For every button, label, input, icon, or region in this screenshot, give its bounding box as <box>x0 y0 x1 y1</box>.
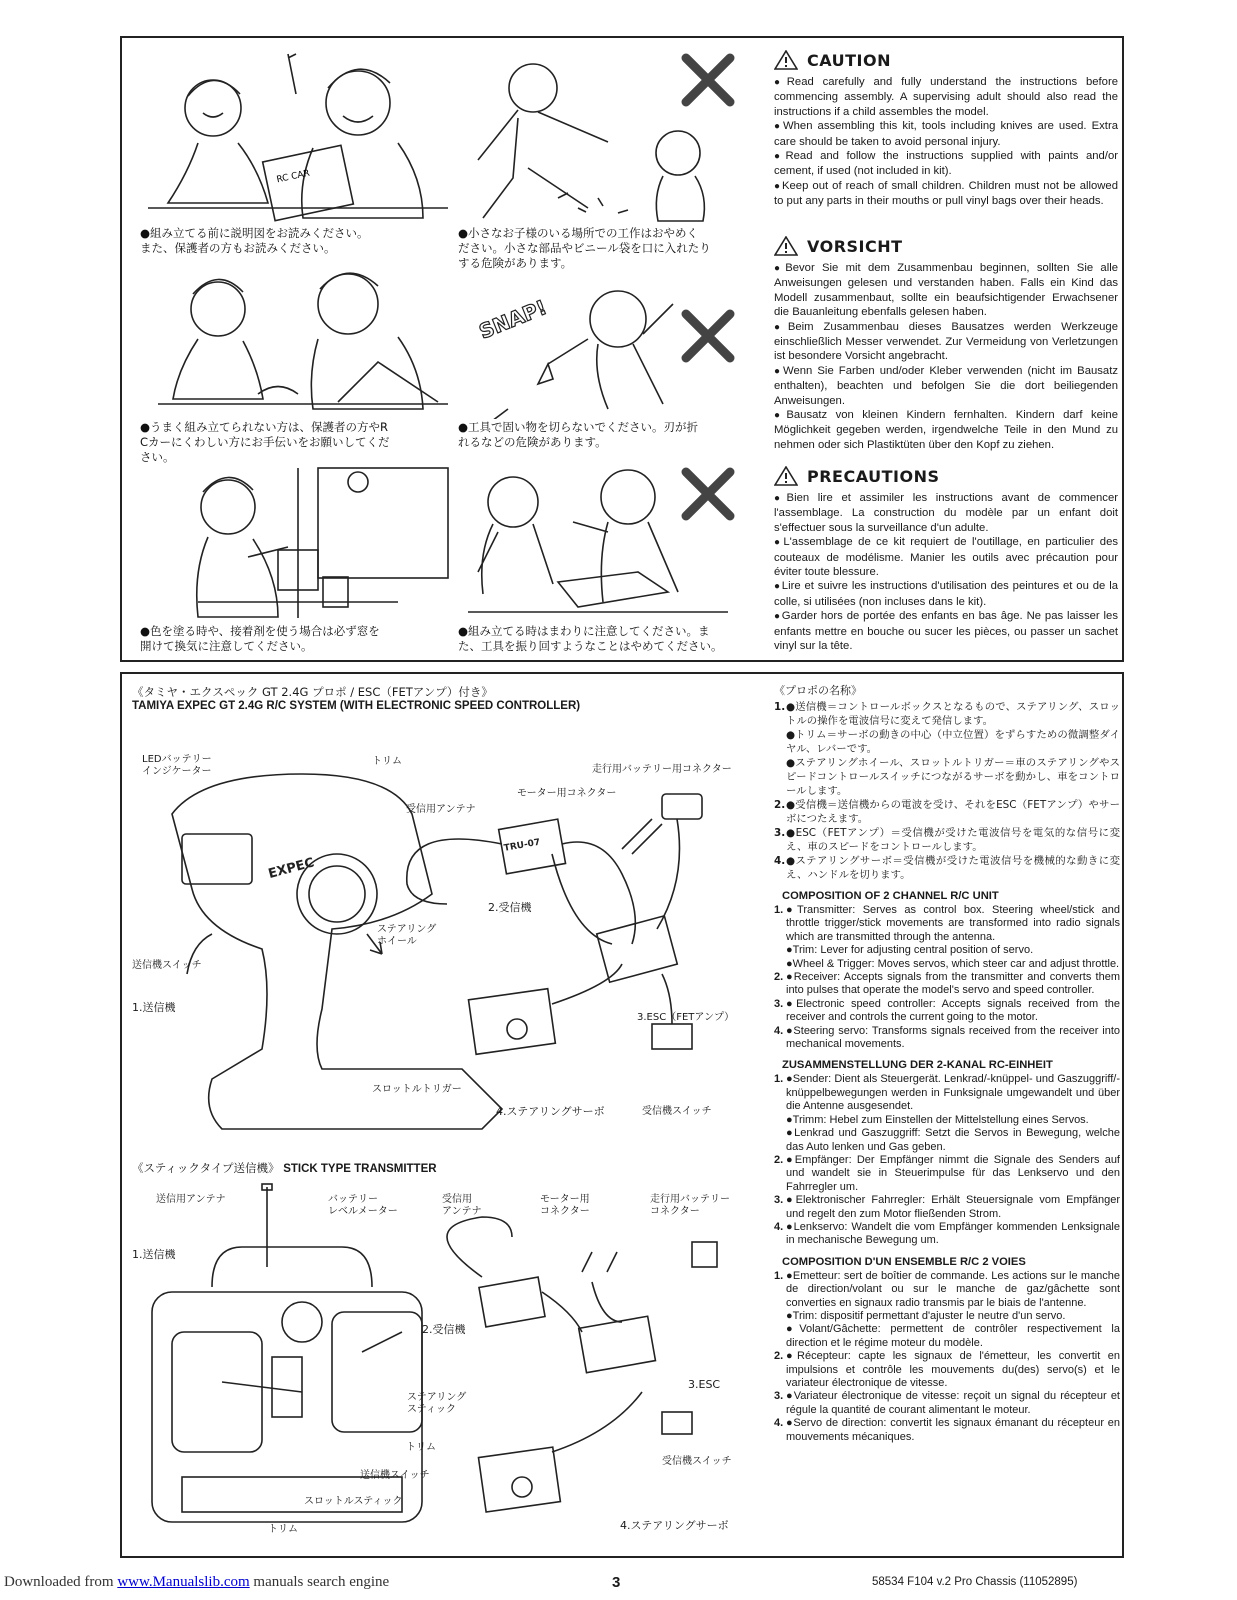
caption-painting: ●色を塗る時や、接着剤を使う場合は必ず窓を 開けて換気に注意してください。 <box>140 624 380 653</box>
item-number: 4. <box>774 1220 784 1233</box>
warning-triangle-icon <box>774 50 798 70</box>
rc-title-en: TAMIYA EXPEC GT 2.4G R/C SYSTEM (WITH ELECTRONIC SPEED CONTROLLER) <box>132 700 581 712</box>
item-body <box>786 1073 1120 1153</box>
item-number: 2. <box>774 971 784 984</box>
names-jp-list <box>774 700 1120 882</box>
item-line: ●ステアリングホイール、スロットルトリガー＝車のステアリングやスピードコントロールスイッチにつながるサーボを動かし、車をコントロールします。 <box>786 757 1120 797</box>
fr-item <box>774 1350 1120 1390</box>
label-receiver: 2.受信機 <box>488 901 532 914</box>
caution-title: CAUTION <box>807 50 891 70</box>
vorsicht-item: ● Bevor Sie mit dem Zusammenbau beginnen, sollten Sie alle Anweisungen gelesen und verstanden haben. Falls ein Kind das Modell zusammenbaut, sollte ein beaufsichtigender Erwachsener die Bauanleitung ebenfalls gelesen haben. <box>774 261 1118 320</box>
stick-title-jp <box>132 1160 437 1176</box>
footer-downloaded: Downloaded from <box>4 1574 114 1590</box>
de-title: ZUSAMMENSTELLUNG DER 2-KANAL RC-EINHEIT <box>782 1059 1053 1072</box>
label-transmitter: 1.送信機 <box>132 1001 176 1014</box>
label-throttle-stick: スロットルスティック <box>304 1496 403 1507</box>
illustration-swinging-tools <box>458 462 758 622</box>
item-body <box>786 1390 1120 1417</box>
item-body <box>786 826 1120 854</box>
caption-small-children: ●小さなお子様のいる場所での工作はおやめく ださい。小さな部品やビニール袋を口に入れたり する危険があります。 <box>458 226 711 270</box>
label-esc-2: 3.ESC <box>688 1378 721 1391</box>
item-body <box>786 1221 1120 1248</box>
item-number: 3. <box>774 1390 784 1403</box>
item-line: ●Transmitter: Serves as control box. Steering wheel/stick and throttle trigger/stick movements are transformed into radio signals which are transmitted through the antenna. <box>786 904 1120 943</box>
illustration-snap <box>458 254 758 419</box>
manualslib-link[interactable]: www.Manualslib.com <box>117 1574 250 1590</box>
item-line: ●Trim: Lever for adjusting central position of servo. <box>786 944 1034 957</box>
item-body <box>786 1417 1120 1444</box>
item-number: 3. <box>774 827 786 839</box>
item-line: ●Lenkrad und Gaszuggriff: Setzt die Servos in Bewegung, welche das Auto lenken und Gas geben. <box>786 1127 1120 1153</box>
stick-title-jp-text: 《スティックタイプ送信機》 <box>132 1161 280 1175</box>
names_jp-item <box>774 854 1120 882</box>
precautions-item: ● L'assemblage de ce kit requiert de l'outillage, en particulier des couteaux de modélisme. Manier les outils avec précaution pour éviter toute blessure. <box>774 535 1118 579</box>
label-receiver-2: 2.受信機 <box>422 1323 466 1336</box>
label-trim-3: トリム <box>268 1524 298 1535</box>
de-item <box>774 1221 1120 1248</box>
book-title: RC CAR <box>275 168 311 186</box>
en-item <box>774 971 1120 998</box>
rc-descriptions <box>774 682 1120 1444</box>
item-line: ●受信機＝送信機からの電波を受け、それをESC（FETアンプ）やサーボにつたえます。 <box>786 799 1120 825</box>
label-motor-connector-2: モーター用 コネクター <box>540 1194 590 1217</box>
item-line: ●Lenkservo: Wandelt die vom Empfänger kommenden Lenksignale in mechanische Bewegung um. <box>786 1220 1120 1247</box>
fr-item <box>774 1390 1120 1417</box>
caption-ask-help: ●うまく組み立てられない方は、保護者の方やR Cカーにくわしい方にお手伝いをお願いしてくだ さい。 <box>140 420 390 464</box>
en-item <box>774 998 1120 1025</box>
stick-title-en: STICK TYPE TRANSMITTER <box>283 1163 437 1175</box>
label-led-indicator: LEDバッテリー インジケーター <box>142 754 212 777</box>
fr-list <box>774 1270 1120 1444</box>
item-line: ●Empfänger: Der Empfänger nimmt die Signale des Senders auf und wandelt sie in Steuerimpulse für das Lenkservo und den Fahrregler um. <box>786 1153 1120 1193</box>
item-line: ●Sender: Dient als Steuergerät. Lenkrad/-knüppel- und Gaszuggriff/- knüppelbewegungen werden in Funksignale umgewandelt und über die Antenne ausgesendet. <box>786 1073 1120 1113</box>
names-jp-title: 《プロポの名称》 <box>774 684 862 697</box>
item-line: ●Trimm: Hebel zum Einstellen der Mittelstellung eines Servos. <box>786 1113 1089 1126</box>
de-item <box>774 1073 1120 1153</box>
item-number: 1. <box>774 701 786 713</box>
vorsicht-block <box>774 236 1118 452</box>
label-transmitter-2: 1.送信機 <box>132 1248 176 1261</box>
label-rx-switch: 受信機スイッチ <box>642 1106 712 1117</box>
item-body <box>786 798 1120 826</box>
item-line: ●Récepteur: capte les signaux de l'émetteur, les convertit en impulsions et contrôle les mouvements du(des) servo(s) et le variateur électronique de vitesse. <box>786 1350 1120 1389</box>
item-number: 3. <box>774 1194 784 1207</box>
label-steering-servo-2: 4.ステアリングサーボ <box>620 1519 729 1532</box>
item-line: ●Elektronischer Fahrregler: Erhält Steuersignale vom Empfänger und regelt den zum Motor fließenden Strom. <box>786 1194 1120 1220</box>
item-line: ●Steering servo: Transforms signals received from the receiver into mechanical movements. <box>786 1024 1120 1051</box>
warning-triangle-icon <box>774 236 798 256</box>
snap-text: SNAP! <box>475 295 550 344</box>
item-line: ●Servo de direction: convertit les signaux émanant du récepteur en mouvements mécaniques. <box>786 1417 1120 1443</box>
label-rx-antenna: 受信用アンテナ <box>406 804 476 815</box>
item-body <box>786 1194 1120 1221</box>
diagram-expec-system <box>122 734 762 1134</box>
precautions-heading <box>774 466 1118 486</box>
vorsicht-item: ● Bausatz von kleinen Kindern fernhalten. Kindern darf keine Möglichkeit gegeben werden, irgendwelche Teile in den Mund zu nehmen oder sich Plastiktüten über den Kopf zu ziehen. <box>774 408 1118 452</box>
item-body <box>786 1270 1120 1350</box>
item-number: 4. <box>774 1024 784 1037</box>
caution-item: ● Read carefully and fully understand the instructions before commencing assembly. A supervising adult should also read the instructions if a child assembles the model. <box>774 75 1118 119</box>
item-number: 4. <box>774 1417 784 1430</box>
de-item <box>774 1154 1120 1194</box>
item-line: ●ステアリングサーボ＝受信機が受けた電波信号を機械的な動きに変え、ハンドルを切ります。 <box>786 855 1120 881</box>
label-throttle-trigger: スロットルトリガー <box>372 1084 462 1095</box>
vorsicht-heading <box>774 236 1118 256</box>
rc-title-jp: 《タミヤ・エクスペック GT 2.4G プロポ / ESC（FETアンプ）付き》 <box>132 685 493 699</box>
caution-item: ● Keep out of reach of small children. Children must not be allowed to put any parts in their mouths or pull vinyl bags over their heads. <box>774 179 1118 209</box>
item-body <box>786 1025 1120 1052</box>
fr-item <box>774 1270 1120 1350</box>
item-body <box>786 971 1120 998</box>
label-steering-wheel: ステアリング ホイール <box>377 924 437 947</box>
illustration-reading-instructions <box>138 48 458 228</box>
precautions-item: ● Garder hors de portée des enfants en bas âge. Ne pas laisser les enfants mettre en bouche ou sucer les pièces, ou passer un sachet vinyl sur la tête. <box>774 609 1118 653</box>
names_jp-item <box>774 826 1120 854</box>
footer-tail: manuals search engine <box>249 1574 390 1590</box>
en-list <box>774 904 1120 1051</box>
precautions-title: PRECAUTIONS <box>807 466 940 486</box>
caution-item: ● Read and follow the instructions supplied with paints and/or cement, if used (not included in kit). <box>774 149 1118 179</box>
caution-block <box>774 50 1118 209</box>
safety-panel <box>120 36 1124 662</box>
caption-swinging-tools: ●組み立てる時はまわりに注意してください。ま た、工具を振り回すようなことはやめてください。 <box>458 624 723 653</box>
item-body <box>786 700 1120 798</box>
label-battery-meter: バッテリー レベルメーター <box>328 1194 398 1217</box>
fr-item <box>774 1417 1120 1444</box>
precautions-block <box>774 466 1118 653</box>
label-rx-switch-2: 受信機スイッチ <box>662 1456 732 1467</box>
label-tx-switch: 送信機スイッチ <box>132 960 202 971</box>
warning-triangle-icon <box>774 466 798 486</box>
item-number: 4. <box>774 855 786 867</box>
vorsicht-item: ● Beim Zusammenbau dieses Bausatzes werden Werkzeuge einschließlich Messer verwendet. Zur Vermeidung von Verletzungen ist besondere Vorsicht angebracht. <box>774 320 1118 364</box>
item-line: ●Trim: dispositif permettant d'ajuster le neutre d'un servo. <box>786 1309 1066 1322</box>
page-number: 3 <box>612 1574 621 1591</box>
item-line: ●送信機＝コントロールボックスとなるもので、ステアリング、スロットルの操作を電波信号に変えて発信します。 <box>786 701 1120 727</box>
caution-heading <box>774 50 1118 70</box>
rc-system-panel <box>120 672 1124 1558</box>
illustration-ask-help <box>138 254 458 419</box>
label-rx-antenna-2: 受信用 アンテナ <box>442 1194 482 1217</box>
item-body <box>786 1350 1120 1390</box>
item-line: ●Variateur électronique de vitesse: reçoit un signal du récepteur et régule la quantité de courant alimentant le moteur. <box>786 1390 1120 1416</box>
illustration-small-children <box>458 48 758 228</box>
label-tx-switch-2: 送信機スイッチ <box>360 1470 430 1481</box>
label-tx-antenna: 送信用アンテナ <box>156 1194 226 1205</box>
illustration-painting <box>138 462 458 622</box>
document-id: 58534 F104 v.2 Pro Chassis (11052895) <box>872 1576 1078 1588</box>
label-run-battery-connector: 走行用バッテリー用コネクター <box>592 764 732 775</box>
item-line: ●Wheel & Trigger: Moves servos, which steer car and adjust throttle. <box>786 957 1120 970</box>
precautions-item: ● Bien lire et assimiler les instructions avant de commencer l'assemblage. La construction du modèle par un enfant doit s'effectuer sous la surveillance d'un adulte. <box>774 491 1118 535</box>
item-number: 3. <box>774 997 784 1010</box>
item-line: ●Electronic speed controller: Accepts signals received from the receiver and controls the current going to the motor. <box>786 997 1120 1024</box>
label-motor-connector: モーター用コネクター <box>517 788 617 799</box>
item-line: ●トリム＝サーボの動きの中心（中立位置）をずらすための微調整ダイヤル、レバーです。 <box>786 729 1120 755</box>
names_jp-item <box>774 798 1120 826</box>
en-item <box>774 904 1120 971</box>
label-steering-stick: ステアリング スティック <box>407 1392 467 1415</box>
item-body <box>786 854 1120 882</box>
label-esc: 3.ESC（FETアンプ） <box>637 1012 735 1023</box>
en-item <box>774 1025 1120 1052</box>
label-run-battery-2: 走行用バッテリー コネクター <box>650 1194 730 1217</box>
item-body <box>786 998 1120 1025</box>
item-line: ●Emetteur: sert de boîtier de commande. Les actions sur le manche de direction/volant ou sur le manche de gaz/gâchette sont converties en signaux radio transmis par le biais de l'antenne. <box>786 1269 1120 1309</box>
vorsicht-title: VORSICHT <box>807 236 903 256</box>
label-steering-servo: 4.ステアリングサーボ <box>496 1105 605 1118</box>
download-footer <box>4 1574 389 1591</box>
label-trim-2: トリム <box>406 1442 436 1453</box>
item-body <box>786 1154 1120 1194</box>
item-line: ●Receiver: Accepts signals from the transmitter and converts them into pulses that operate the model's servo and speed controller. <box>786 971 1120 997</box>
caution-item: ● When assembling this kit, tools including knives are used. Extra care should be taken to avoid personal injury. <box>774 119 1118 149</box>
diagram-stick-system <box>122 1182 762 1552</box>
item-line: ●Volant/Gâchette: permettent de contrôler respectivement la direction et le régime moteur du modèle. <box>786 1323 1120 1349</box>
precautions-item: ● Lire et suivre les instructions d'utilisation des peintures et ou de la colle, si utilisées (non incluses dans le kit). <box>774 579 1118 609</box>
label-trim: トリム <box>372 756 402 767</box>
receiver-brand: TRU-07 <box>503 837 542 854</box>
names_jp-item <box>774 700 1120 798</box>
item-body <box>786 904 1120 971</box>
item-number: 1. <box>774 904 784 916</box>
item-number: 1. <box>774 1073 784 1086</box>
item-number: 2. <box>774 799 786 811</box>
fr-title: COMPOSITION D'UN ENSEMBLE R/C 2 VOIES <box>782 1255 1026 1268</box>
item-number: 2. <box>774 1153 784 1166</box>
de-list <box>774 1073 1120 1247</box>
vorsicht-item: ● Wenn Sie Farben und/oder Kleber verwenden (nicht im Bausatz enthalten), beachten und befolgen Sie die dort beiliegenden Anweisungen. <box>774 364 1118 408</box>
caption-tools: ●工具で固い物を切らないでください。刃が折 れるなどの危険があります。 <box>458 420 699 449</box>
en-title: COMPOSITION OF 2 CHANNEL R/C UNIT <box>782 890 999 902</box>
item-line: ●ESC（FETアンプ）＝受信機が受けた電波信号を電気的な信号に変え、車のスピードをコントロールします。 <box>786 827 1120 853</box>
item-number: 1. <box>774 1269 784 1282</box>
transmitter-brand: EXPEC <box>266 855 316 882</box>
item-number: 2. <box>774 1350 784 1363</box>
de-item <box>774 1194 1120 1221</box>
caption-read-first: ●組み立てる前に説明図をお読みください。 また、保護者の方もお読みください。 <box>140 226 369 255</box>
